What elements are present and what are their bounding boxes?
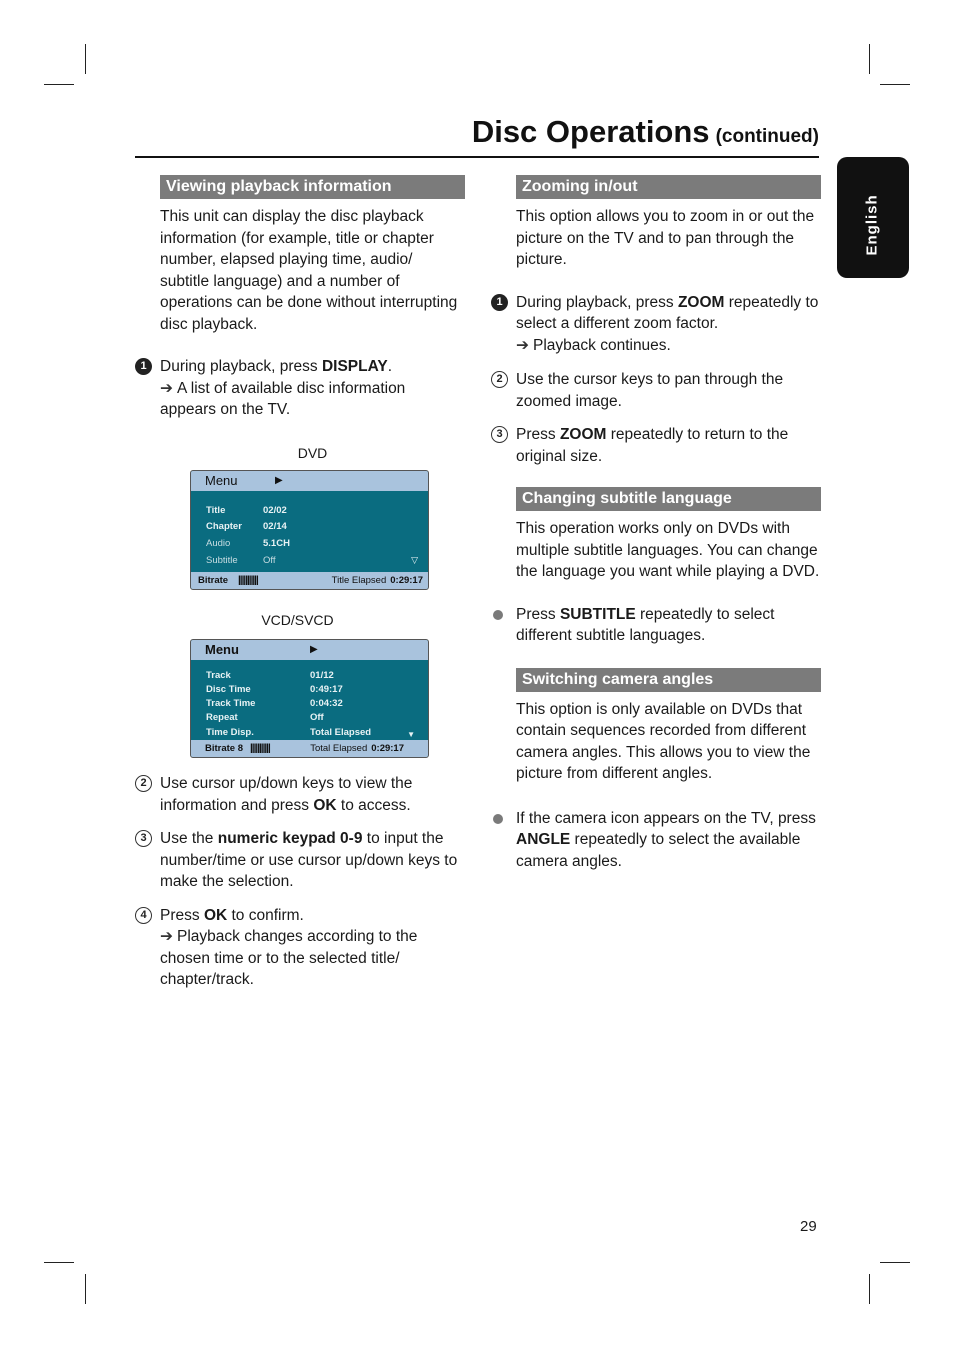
step-text: During playback, press [160,358,322,375]
key-name: DISPLAY [321,358,388,375]
page-title [472,114,819,150]
step-number: 1 [491,294,508,311]
osd-row-value: 0:49:17 [310,684,343,695]
viewing-intro: This unit can display the disc playback information (for example, title or chapter number, elapsed playing time, audio/ subtitle language) and a number of operations can be done without interrupting disc playback. [160,208,458,333]
angles-bullet [491,808,821,873]
section-heading-zoom: Zooming in/out [516,175,821,199]
title-rule [135,156,819,158]
step-result: Playback continues. [533,336,671,354]
page-number: 29 [800,1218,817,1235]
osd-row-value: 02/14 [263,521,287,532]
osd-row-key: Title [206,505,226,516]
subtitle-intro: This operation works only on DVDs with multiple subtitle languages. You can change the language you want while playing a DVD. [516,520,820,580]
arrow-right-icon: ➔ [160,928,173,945]
osd-row [206,665,418,679]
viewing-step-3 [135,828,465,893]
osd-row [206,550,418,564]
osd-elapsed [310,740,404,757]
zoom-step-2 [491,369,821,412]
zoom-step-1 [491,292,821,357]
scroll-down-icon: ▽ [411,555,418,565]
osd-row-key: Time Disp. [206,727,254,738]
osd-elapsed-label: Title Elapsed [331,575,387,586]
play-arrow-icon: ▶ [310,644,318,655]
viewing-step-2 [135,773,465,816]
osd-menu-label: Menu [205,642,239,657]
section-heading-angles: Switching camera angles [516,668,821,692]
osd-row-value: 02/02 [263,505,287,516]
step-text: Use cursor up/down keys to view the information and press [160,775,413,814]
osd-row [206,533,418,547]
crop-mark [85,1274,86,1304]
dvd-osd-wrapper [135,464,465,628]
crop-mark [869,1274,870,1304]
step-number: 1 [135,358,152,375]
osd-footer [191,740,428,757]
step-text: to access. [336,796,411,814]
osd-row-value: 5.1CH [263,538,290,549]
key-name: numeric keypad 0-9 [217,830,363,847]
osd-row [206,693,418,707]
osd-row-key: Disc Time [206,684,251,695]
key-name: OK [203,906,228,924]
section-heading-viewing: Viewing playback information [160,175,465,199]
step-result: Playback changes according to the chosen time or to the selected title/ chapter/track. [160,928,418,988]
osd-elapsed [332,572,423,589]
osd-footer [191,572,428,589]
osd-row [206,722,418,739]
osd-row-key: Audio [206,538,231,549]
step-text: If the camera icon appears on the TV, press [516,809,816,827]
osd-bitrate-bars: ||||||||||| [238,575,258,586]
key-name: ANGLE [516,831,571,848]
osd-row [206,679,418,693]
key-name: OK [313,796,337,814]
step-text: to input the number/time or use cursor up/down keys to make the selection. [160,830,458,890]
dvd-osd-screen [190,470,429,590]
vcd-osd-wrapper [135,624,465,772]
osd-row-value: 01/12 [310,670,334,681]
osd-bitrate-label: Bitrate 8 [205,743,244,754]
zoom-intro: This option allows you to zoom in or out the picture on the TV and to pan through the picture. [516,208,815,268]
bullet-icon [493,814,503,824]
angles-intro: This option is only available on DVDs that contain sequences recorded from different camera angles. This allows you to view the picture from different angles. [516,700,811,782]
page-title-continued: (continued) [715,126,819,147]
step-number: 3 [135,830,152,847]
vcd-osd-screen [190,639,429,758]
step-result: A list of available disc information appears on the TV. [160,379,406,418]
language-tab-label: English [863,194,881,256]
step-number: 2 [135,775,152,792]
step-text: repeatedly to return to the original size. [516,426,789,465]
arrow-right-icon: ➔ [516,336,529,354]
viewing-step-1 [135,356,465,421]
scroll-down-icon: ▼ [407,730,415,739]
key-name: ZOOM [559,426,607,443]
osd-elapsed-time: 0:29:17 [390,575,423,586]
step-number: 2 [491,371,508,388]
osd-row [206,516,418,530]
key-name: ZOOM [677,293,725,311]
language-tab [837,157,909,278]
osd-row-value: Off [263,555,276,566]
vcd-caption: VCD/SVCD [261,612,334,628]
step-text: repeatedly to select the available camera angles. [516,831,801,870]
step-text: . [387,358,393,375]
page-title-text: Disc Operations [471,114,710,149]
osd-row-value: Off [310,712,324,723]
osd-row-value: Total Elapsed [310,727,372,738]
step-text: repeatedly to select different subtitle languages. [516,605,775,644]
viewing-step-4 [135,905,465,991]
step-text: Press [516,426,560,443]
right-column [491,175,821,872]
crop-mark [44,1262,74,1263]
step-text: Use the [160,830,218,847]
play-arrow-icon: ▶ [275,475,283,486]
osd-menu-bar [191,471,428,491]
crop-mark [85,44,86,74]
step-number: 3 [491,426,508,443]
osd-menu-label: Menu [205,473,238,488]
step-text: Press [160,906,204,924]
section-heading-subtitle: Changing subtitle language [516,487,821,511]
crop-mark [880,1262,910,1263]
osd-bitrate-bars: ||||||||||| [250,743,270,754]
arrow-right-icon: ➔ [160,379,173,397]
osd-row [206,500,418,514]
step-text: Press [516,605,560,623]
crop-mark [869,44,870,74]
osd-menu-bar [191,640,428,660]
osd-bitrate-label: Bitrate [198,575,229,586]
osd-row-key: Chapter [206,521,242,532]
osd-row-key: Subtitle [206,555,238,566]
zoom-step-3 [491,424,821,467]
dvd-caption: DVD [297,444,328,461]
step-text: to confirm. [227,906,304,924]
osd-row-key: Track [206,670,231,681]
osd-row [206,707,418,721]
osd-row-key: Repeat [206,712,238,723]
crop-mark [44,84,74,85]
osd-row-key: Track Time [206,698,256,709]
osd-elapsed-label: Total Elapsed [310,743,368,754]
bullet-icon [493,610,503,620]
key-name: SUBTITLE [559,605,636,623]
step-text: repeatedly to select a different zoom factor. [516,293,819,332]
subtitle-bullet [491,604,821,647]
step-number: 4 [135,907,152,924]
step-text: During playback, press [516,293,678,311]
step-text: Use the cursor keys to pan through the zoomed image. [516,371,784,410]
osd-row-value: 0:04:32 [310,698,343,709]
crop-mark [880,84,910,85]
left-column [135,175,465,991]
osd-elapsed-time: 0:29:17 [371,743,404,754]
